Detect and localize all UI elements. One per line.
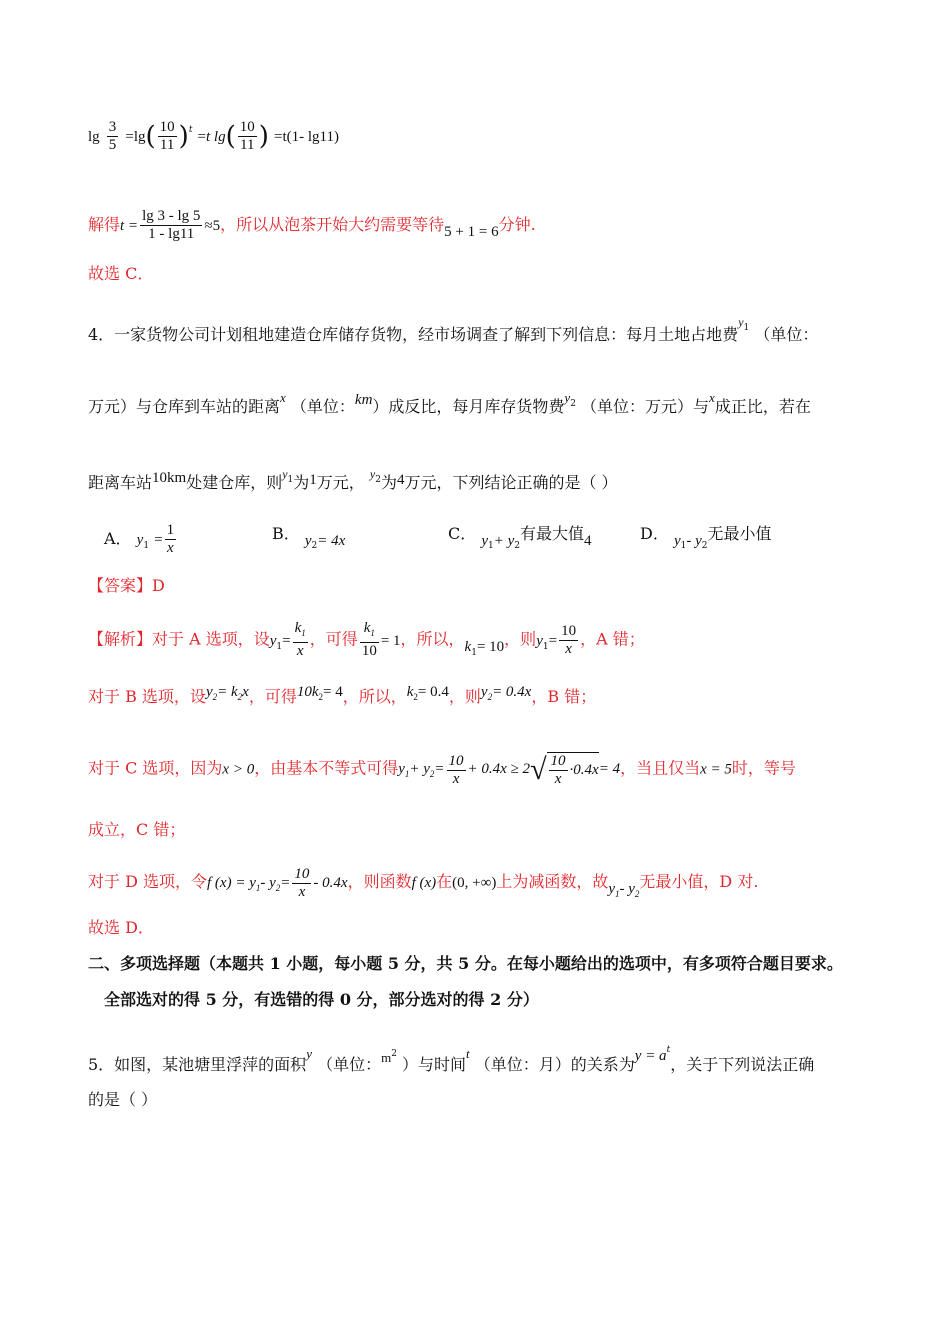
option-a-label: A． bbox=[104, 529, 132, 548]
sub-2: 2 bbox=[311, 541, 318, 551]
answer: 【答案】D bbox=[88, 576, 165, 595]
k1-val: = 10 bbox=[476, 638, 505, 655]
q4-unit: （单位： bbox=[754, 325, 819, 344]
sub-2: 2 bbox=[237, 692, 243, 702]
analysis-d-text4: 上为减函数，故 bbox=[496, 871, 609, 891]
f-def: f (x) = y bbox=[207, 874, 256, 891]
q5-text1c: ）与时间 bbox=[402, 1055, 467, 1074]
frac-den: x bbox=[296, 643, 304, 659]
y-var: y bbox=[608, 880, 616, 897]
option-b-label: B． bbox=[272, 524, 300, 543]
frac-num: lg 3 - lg 5 bbox=[142, 208, 201, 224]
fraction-10-11b bbox=[238, 119, 257, 154]
ten-over-x bbox=[292, 866, 311, 901]
plus-y: + y bbox=[409, 761, 430, 778]
t-var: t bbox=[466, 1046, 470, 1061]
y-var: y bbox=[306, 1046, 312, 1061]
k1-over-10 bbox=[360, 620, 379, 660]
q4-text3d: 万元， bbox=[316, 473, 365, 492]
solve-middle: ，所以从泡茶开始大约需要等待 bbox=[220, 215, 445, 234]
one-val: 1 bbox=[309, 472, 317, 488]
q4-text1: 4．一家货物公司计划租地建造仓库储存货物，经市场调查了解到下列信息：每月土地占地费 bbox=[88, 325, 739, 344]
analysis-b-text4: ，则 bbox=[448, 687, 481, 706]
k-var: k bbox=[363, 620, 371, 636]
sub-2: 2 bbox=[514, 541, 521, 551]
rel-exp: t bbox=[666, 1045, 671, 1055]
analysis-b-text5: ，B 错； bbox=[531, 687, 597, 706]
frac-num: 10 bbox=[550, 753, 566, 769]
q4-line3 bbox=[88, 462, 890, 495]
rhs-expr: t(1- lg11) bbox=[282, 129, 339, 145]
y2-expr: = 0.4x bbox=[492, 684, 532, 700]
sub-1: 1 bbox=[287, 475, 294, 485]
fx: f (x) bbox=[411, 874, 437, 891]
sub-2: 2 bbox=[429, 769, 435, 780]
frac-den: 10 bbox=[361, 643, 377, 659]
eq-sign: = bbox=[154, 532, 163, 548]
option-c-val: 4 bbox=[584, 533, 592, 549]
m-unit: m bbox=[381, 1050, 392, 1065]
y-var: y bbox=[673, 533, 681, 549]
sub-2: 2 bbox=[701, 541, 708, 551]
sub-2: 2 bbox=[413, 692, 418, 702]
ten-over-x bbox=[447, 753, 466, 788]
q5-text1a: 5．如图，某池塘里浮萍的面积 bbox=[88, 1055, 307, 1074]
option-a-fraction bbox=[165, 522, 177, 557]
exponent-t: t bbox=[188, 125, 193, 135]
eq-four: = 4 bbox=[323, 684, 343, 700]
y-var: y bbox=[205, 684, 213, 700]
eq-sign: = bbox=[274, 129, 283, 145]
relation: y = a bbox=[634, 1048, 667, 1064]
y2-var: y bbox=[564, 390, 571, 405]
sub-1: 1 bbox=[370, 628, 375, 638]
eq-sign: = bbox=[282, 632, 291, 649]
c-cond: x > 0 bbox=[222, 761, 255, 778]
sub-1: 1 bbox=[471, 647, 477, 658]
solve-fraction bbox=[140, 208, 202, 243]
m-exp: 2 bbox=[391, 1049, 397, 1059]
q4-text3c: 为 bbox=[293, 473, 310, 492]
y1-var: y bbox=[738, 315, 744, 329]
four-val: 4 bbox=[396, 472, 405, 488]
fraction-3-5 bbox=[107, 119, 119, 154]
ten-k: 10k bbox=[296, 684, 319, 700]
y-var: y bbox=[136, 532, 144, 548]
analysis-final: 故选 D． bbox=[88, 918, 154, 937]
frac-den: x bbox=[452, 770, 460, 787]
k1-over-x bbox=[293, 620, 308, 660]
sub-2: 2 bbox=[318, 692, 323, 702]
q5-text1b: （单位： bbox=[317, 1055, 382, 1074]
analysis-c-text3: ，当且仅当 bbox=[620, 758, 701, 778]
frac-den: x bbox=[554, 771, 562, 787]
distance: 10km bbox=[152, 470, 187, 486]
q4-text2c: ）成反比，每月库存货物费 bbox=[372, 397, 565, 416]
d-tail: - 0.4x bbox=[313, 874, 348, 891]
sub-2: 2 bbox=[212, 692, 218, 702]
sub-2: 2 bbox=[375, 475, 381, 485]
frac-num: 3 bbox=[108, 119, 117, 135]
solve-line bbox=[88, 208, 890, 244]
frac-num: 10 bbox=[294, 866, 310, 882]
y-var: y bbox=[269, 632, 277, 649]
q4-text3f: 万元，下列结论正确的是（ ） bbox=[404, 473, 618, 492]
option-d-label: D． bbox=[640, 524, 669, 543]
calc-expr: 5 + 1 = 6 bbox=[444, 224, 499, 240]
minus-y: - y bbox=[260, 874, 276, 891]
y-var: y bbox=[304, 533, 312, 549]
analysis-a-text4: ，则 bbox=[504, 629, 537, 649]
q4-options bbox=[88, 522, 890, 562]
x-var: x bbox=[709, 390, 715, 405]
option-c-text: 有最大值 bbox=[520, 524, 585, 543]
q5-text1d: （单位：月）的关系为 bbox=[474, 1055, 635, 1074]
eq-one: = 1 bbox=[380, 632, 401, 649]
y-var: y bbox=[480, 684, 488, 700]
analysis-b-text1: 对于 B 选项，设 bbox=[88, 687, 206, 706]
sub-2: 2 bbox=[487, 692, 493, 702]
interval: (0, +∞) bbox=[452, 874, 497, 891]
q4-text2a: 万元）与仓库到车站的距离 bbox=[88, 397, 281, 416]
sub-1: 1 bbox=[542, 641, 549, 652]
frac-num: 10 bbox=[159, 119, 175, 135]
frac-num: 10 bbox=[239, 119, 255, 135]
analysis-d bbox=[88, 866, 890, 906]
q4-text3e: 为 bbox=[380, 473, 397, 492]
sub-1: 1 bbox=[143, 541, 150, 551]
frac-den: 11 bbox=[159, 137, 175, 153]
eq-sign: = bbox=[434, 761, 445, 778]
analysis-c-text2: ，由基本不等式可得 bbox=[254, 758, 399, 778]
k-var: k bbox=[406, 684, 414, 700]
ten-over-x bbox=[549, 753, 568, 788]
y-var: y bbox=[398, 761, 405, 778]
sub-1: 1 bbox=[255, 882, 261, 893]
analysis-tag: 【解析】 bbox=[88, 629, 153, 649]
analysis-d-text1: 对于 D 选项，令 bbox=[88, 871, 208, 891]
frac-num: 1 bbox=[166, 522, 175, 538]
q5-line2: 的是（ ） bbox=[88, 1090, 158, 1109]
option-d[interactable] bbox=[640, 522, 772, 558]
y-var: y bbox=[536, 632, 543, 649]
q4-line1 bbox=[88, 310, 890, 347]
frac-den: 1 - lg11 bbox=[148, 226, 195, 242]
q4-text3a: 距离车站 bbox=[88, 473, 153, 492]
q5-text1e: ，关于下列说法正确 bbox=[670, 1055, 815, 1074]
sqrt-tail: ·0.4x bbox=[569, 761, 599, 778]
analysis-a-text3: ，所以， bbox=[400, 629, 465, 649]
c-mid: + 0.4x ≥ 2 bbox=[467, 761, 531, 778]
analysis-b bbox=[88, 680, 890, 709]
analysis-a-text1: 对于 A 选项，设 bbox=[152, 629, 270, 649]
option-a[interactable] bbox=[104, 522, 178, 558]
sub-1: 1 bbox=[404, 769, 410, 780]
section2-title2: 全部选对的得 5 分，有选错的得 0 分，部分选对的得 2 分） bbox=[104, 990, 539, 1009]
approx: ≈5 bbox=[204, 218, 221, 234]
analysis-b-text3: ，所以， bbox=[342, 687, 407, 706]
section2-title: 二、多项选择题（本题共 1 小题，每小题 5 分，共 5 分。在每小题给出的选项中，有多项符合题目要求。 bbox=[88, 954, 843, 973]
frac-den: x bbox=[167, 540, 174, 556]
sub-2: 2 bbox=[634, 888, 640, 899]
y1-var: y bbox=[282, 467, 288, 481]
q4-text2b: （单位： bbox=[290, 397, 355, 416]
q4-text2e: 成正比，若在 bbox=[714, 397, 811, 416]
k-var: k bbox=[294, 620, 302, 636]
sqrt-expr: √ $\frac{10}{x}$ ·0.4x bbox=[530, 753, 599, 787]
k2-val: = 0.4 bbox=[417, 684, 449, 700]
ten-over-x bbox=[559, 623, 578, 658]
option-b-expr: = 4x bbox=[317, 533, 346, 549]
eq-sign: = bbox=[197, 129, 206, 145]
y2-var: y bbox=[369, 467, 376, 481]
frac-den: x bbox=[298, 884, 306, 900]
option-c[interactable] bbox=[448, 522, 592, 558]
analysis-c bbox=[88, 752, 890, 788]
km-unit: km bbox=[354, 392, 373, 408]
c-when: x = 5 bbox=[700, 761, 732, 778]
choose-c: 故选 C． bbox=[88, 264, 154, 283]
frac-den: 11 bbox=[240, 137, 255, 153]
t-eq: t = bbox=[120, 218, 139, 234]
option-d-expr: - y bbox=[686, 533, 702, 549]
option-d-text: 无最小值 bbox=[707, 524, 772, 543]
y-var: y bbox=[481, 533, 489, 549]
analysis-d-text2: ，则函数 bbox=[347, 871, 412, 891]
analysis-c-tail: 成立，C 错； bbox=[88, 820, 186, 839]
sub-1: 1 bbox=[680, 541, 687, 551]
x-var: x bbox=[280, 390, 286, 405]
c-res: = 4 bbox=[598, 761, 621, 778]
eq-lg: =lg bbox=[125, 129, 146, 145]
analysis-c-text4: 时，等号 bbox=[731, 758, 796, 778]
sub-2: 2 bbox=[570, 399, 576, 409]
q4-text3b: 处建仓库，则 bbox=[186, 473, 283, 492]
sub-1: 1 bbox=[615, 888, 620, 899]
option-b[interactable] bbox=[272, 522, 345, 558]
t-lg: t lg bbox=[206, 129, 226, 145]
q4-text2d: （单位：万元）与 bbox=[581, 397, 710, 416]
analysis-a-text2: ，可得 bbox=[309, 629, 358, 649]
analysis-a-text5: ，A 错； bbox=[580, 629, 645, 649]
sub-1: 1 bbox=[276, 641, 283, 652]
minus-y: - y bbox=[619, 880, 635, 897]
option-c-expr: + y bbox=[493, 533, 515, 549]
sub-1: 1 bbox=[301, 628, 306, 638]
analysis-c-text1: 对于 C 选项，因为 bbox=[88, 758, 223, 778]
eq-sign: = bbox=[280, 874, 291, 891]
solve-suffix: 分钟. bbox=[498, 215, 536, 234]
x-var: x bbox=[242, 684, 249, 700]
analysis-a bbox=[88, 620, 890, 665]
eq-sign: = bbox=[548, 632, 558, 649]
q4-line2 bbox=[88, 386, 890, 419]
sub-1: 1 bbox=[743, 323, 750, 333]
fraction-10-11 bbox=[158, 119, 177, 154]
sub-2: 2 bbox=[275, 882, 281, 893]
frac-den: 5 bbox=[108, 137, 117, 153]
option-c-label: C． bbox=[448, 524, 477, 543]
frac-num: 10 bbox=[448, 752, 464, 769]
analysis-d-text5: 无最小值，D 对. bbox=[639, 871, 759, 891]
top-formula: lg $\frac{3}{5}$ =lg( $\frac{10}{11}$ )$^t$ =t lg( $\frac{10}{11}$ ) =t(1- lg11) bbox=[88, 119, 339, 153]
q5-line1 bbox=[88, 1038, 890, 1077]
sub-1: 1 bbox=[488, 541, 494, 551]
k-var: k bbox=[464, 638, 472, 655]
analysis-d-text3: 在 bbox=[436, 871, 453, 891]
frac-num: 10 bbox=[561, 622, 577, 639]
lg-text: lg bbox=[88, 129, 100, 145]
frac-den: x bbox=[565, 640, 572, 657]
analysis-b-text2: ，可得 bbox=[248, 687, 297, 706]
solve-prefix: 解得 bbox=[88, 215, 121, 234]
eq-k: = k bbox=[217, 684, 238, 700]
